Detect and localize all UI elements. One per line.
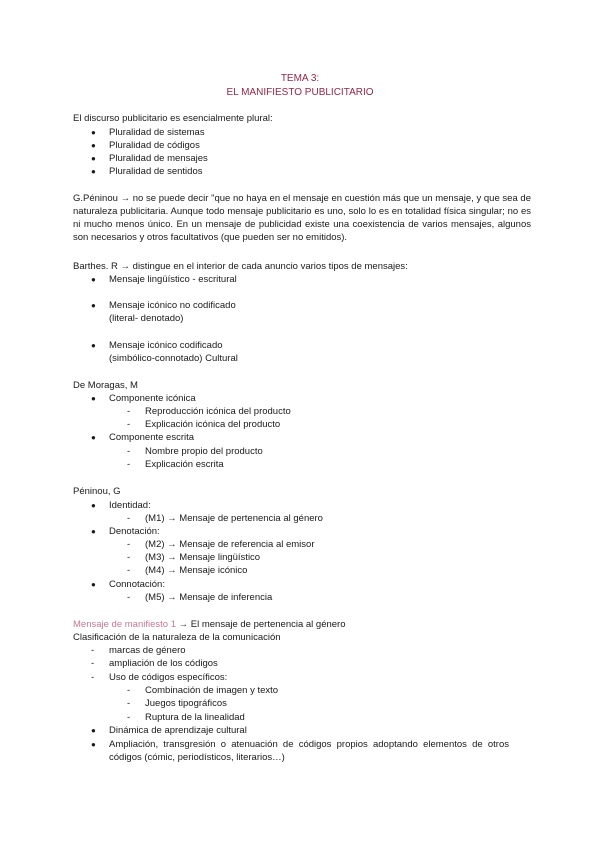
moragas-component-1: Componente icónica [109, 393, 196, 404]
dash-icon: - [127, 698, 131, 709]
bullet-icon: ● [91, 527, 96, 536]
dash-icon: - [127, 419, 131, 430]
manifiesto-dash-3: Uso de códigos específicos: [109, 672, 228, 683]
bullet-icon: ● [91, 167, 96, 176]
intro-item-4: Pluralidad de sentidos [109, 166, 203, 177]
barthes-item-1: Mensaje lingüístico - escritural [109, 274, 237, 285]
dash-icon: - [127, 539, 131, 550]
bullet-icon: ● [91, 301, 96, 310]
peninou-m1: (M1) → Mensaje de pertenencia al género [145, 513, 323, 524]
bullet-icon: ● [91, 154, 96, 163]
manifiesto-heading [73, 618, 346, 631]
dash-icon: - [127, 446, 131, 457]
bullet-icon: ● [91, 141, 96, 150]
title-line-1: TEMA 3: [280, 73, 320, 84]
peninou-m5: (M5) → Mensaje de inferencia [145, 592, 273, 603]
bullet-icon: ● [91, 394, 96, 403]
bullet-icon: ● [91, 726, 96, 735]
moragas-component-2: Componente escrita [109, 432, 195, 443]
dash-icon: - [127, 552, 131, 563]
intro-item-1: Pluralidad de sistemas [109, 127, 205, 138]
manifiesto-dash-2: ampliación de los códigos [109, 658, 218, 669]
manifiesto-bullet-2: Ampliación, transgresión o atenuación de códigos propios adoptando elementos de otros códigos (cómic, periodísticos, literarios…) [109, 739, 509, 763]
bullet-icon: ● [91, 275, 96, 284]
dash-icon: - [127, 513, 131, 524]
intro-item-2: Pluralidad de códigos [109, 140, 200, 151]
dash-icon: - [127, 406, 131, 417]
manifiesto-rest: → El mensaje de pertenencia al género [175, 619, 346, 630]
moragas-comp1-item-2: Explicación icónica del producto [145, 419, 281, 430]
dash-icon: - [127, 459, 131, 470]
moragas-comp2-item-1: Nombre propio del producto [145, 446, 263, 457]
dash-icon: - [127, 712, 131, 723]
barthes-heading: Barthes. R → distingue en el interior de cada anuncio varios tipos de mensajes: [73, 261, 408, 272]
moragas-heading: De Moragas, M [73, 380, 138, 391]
barthes-item-2: Mensaje icónico no codificado [109, 300, 236, 311]
barthes-item-2-sub: (literal- denotado) [109, 313, 184, 324]
moragas-comp1-item-1: Reproducción icónica del producto [145, 406, 291, 417]
dash-icon: - [91, 658, 95, 669]
peninou-denotacion: Denotación: [109, 526, 160, 537]
peninou-identidad: Identidad: [109, 500, 151, 511]
intro-heading: El discurso publicitario es esencialmente plural: [73, 113, 273, 124]
peninou-m3: (M3) → Mensaje lingüístico [145, 552, 261, 563]
manifiesto-subheading: Clasificación de la naturaleza de la comunicación [73, 632, 281, 643]
bullet-icon: ● [91, 740, 96, 749]
bullet-icon: ● [91, 580, 96, 589]
bullet-icon: ● [91, 128, 96, 137]
moragas-comp2-item-2: Explicación escrita [145, 459, 224, 470]
bullet-icon: ● [91, 433, 96, 442]
intro-item-3: Pluralidad de mensajes [109, 153, 208, 164]
manifiesto-dash3-item-2: Juegos tipográficos [145, 698, 227, 709]
dash-icon: - [91, 645, 95, 656]
peninou-m2: (M2) → Mensaje de referencia al emisor [145, 539, 315, 550]
bullet-icon: ● [91, 501, 96, 510]
peninou-quote-paragraph: G.Péninou → no se puede decir "que no haya en el mensaje en cuestión más que un mensaje, y que sea de naturaleza publicitaria. Aunque todo mensaje publicitario es uno, solo lo es en totalidad física singular; no es ni mucho menos único. En un mensaje de publicidad existe una coexistencia de varios mensajes, algunos son necesarios y otros facultativos (que pueden ser no emitidos). [73, 193, 531, 243]
peninou-m4: (M4) → Mensaje icónico [145, 565, 248, 576]
barthes-item-3: Mensaje icónico codificado [109, 340, 223, 351]
manifiesto-dash3-item-1: Combinación de imagen y texto [145, 685, 279, 696]
manifiesto-dash-1: marcas de género [109, 645, 186, 656]
dash-icon: - [127, 565, 131, 576]
manifiesto-bullet-1: Dinámica de aprendizaje cultural [109, 725, 247, 736]
dash-icon: - [127, 685, 131, 696]
dash-icon: - [127, 592, 131, 603]
bullet-icon: ● [91, 341, 96, 350]
manifiesto-label: Mensaje de manifiesto 1 [73, 619, 176, 630]
manifiesto-dash3-item-3: Ruptura de la linealidad [145, 712, 245, 723]
barthes-item-3-sub: (simbólico-connotado) Cultural [109, 353, 238, 364]
dash-icon: - [91, 672, 95, 683]
peninou-connotacion: Connotación: [109, 579, 165, 590]
title-line-2: EL MANIFIESTO PUBLICITARIO [226, 87, 374, 98]
peninou-heading: Péninou, G [73, 486, 121, 497]
